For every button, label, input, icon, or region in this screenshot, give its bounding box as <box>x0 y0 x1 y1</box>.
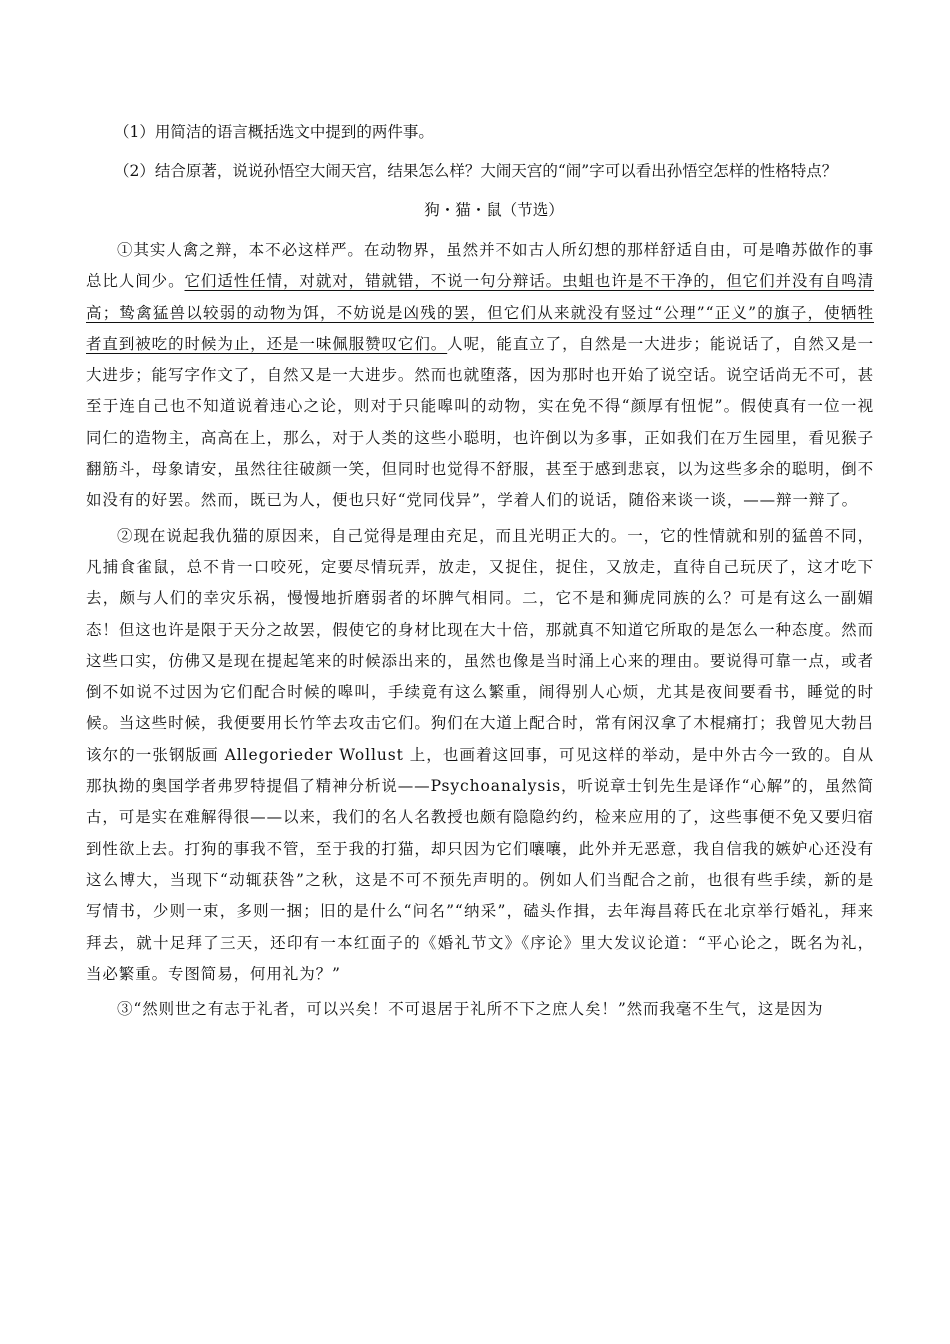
paragraph-1 <box>86 235 874 517</box>
paragraph-1-text-b: 人呢，能直立了，自然是一大进步；能说话了，自然又是一大进步；能写字作文了，自然又是一大进步。然而也就堕落，因为那时也开始了说空话。说空话尚无不可，甚至于连自己也不知道说着违心之论，则对于只能嗥叫的动物，实在免不得“颜厚有忸怩”。假使真有一位一视同仁的造物主，高高在上，那么，对于人类的这些小聪明，也许倒以为多事，正如我们在万生园里，看见猴子翻筋斗，母象请安，虽然往往破颜一笑，但同时也觉得不舒服，甚至于感到悲哀，以为这些多余的聪明，倒不如没有的好罢。然而，既已为人，便也只好“党同伐异”，学着人们的说话，随俗来谈一谈，——辩一辩了。 <box>86 334 874 510</box>
underlined-sentence: 它们适性任情，对就对，错就错，不说一句分辩话。虫蛆也许是不干净的，但它们并没有自鸣清高；鸷禽猛兽以较弱的动物为饵，不妨说是凶残的罢，但它们从来就没有竖过“公理”“正义”的旗子，使牺牲者直到被吃的时候为止，还是一味佩服赞叹它们。 <box>86 272 875 353</box>
question-2: （2）结合原著，说说孙悟空大闹天宫，结果怎么样？大闹天宫的“闹”字可以看出孙悟空怎样的性格特点？ <box>114 162 838 180</box>
question-1: （1）用简洁的语言概括选文中提到的两件事。 <box>114 123 434 141</box>
paragraph-2: ②现在说起我仇猫的原因来，自己觉得是理由充足，而且光明正大的。一，它的性情就和别的猛兽不同，凡捕食雀鼠，总不肯一口咬死，定要尽情玩弄，放走，又捉住，捉住，又放走，直待自己玩厌了，这才吃下去，颇与人们的幸灾乐祸，慢慢地折磨弱者的坏脾气相同。二，它不是和狮虎同族的么？可是有这么一副媚态！但这也许是限于天分之故罢，假使它的身材比现在大十倍，那就真不知道它所取的是怎么一种态度。然而这些口实，仿佛又是现在提起笔来的时候添出来的，虽然也像是当时涌上心来的理由。要说得可靠一点，或者倒不如说不过因为它们配合时候的嗥叫，手续竟有这么繁重，闹得别人心烦，尤其是夜间要看书，睡觉的时候。当这些时候，我便要用长竹竿去攻击它们。狗们在大道上配合时，常有闲汉拿了木棍痛打；我曾见大勃吕该尔的一张钢版画 Allegorieder Wollust 上，也画着这回事，可见这样的举动，是中外古今一致的。自从那执拗的奥国学者弗罗特提倡了精神分析说——Psychoanalysis，听说章士钊先生是译作“心解”的，虽然简古，可是实在难解得很——以来，我们的名人名教授也颇有隐隐约约，检来应用的了，这些事便不免又要归宿到性欲上去。打狗的事我不管，至于我的打猫，却只因为它们嚷嚷，此外并无恶意，我自信我的嫉妒心还没有这么博大，当现下“动辄获咎”之秋，这是不可不预先声明的。例如人们当配合之前，也很有些手续，新的是写情书，少则一束，多则一捆；旧的是什么“问名”“纳采”，磕头作揖，去年海昌蒋氏在北京举行婚礼，拜来拜去，就十足拜了三天，还印有一本红面子的《婚礼节文》《序论》里大发议论道：“平心论之，既名为礼，当必繁重。专图简易，何用礼为？” <box>86 526 874 983</box>
paragraph-3: ③“然则世之有志于礼者，可以兴矣！不可退居于礼所不下之庶人矣！”然而我毫不生气，这是因为 <box>117 1000 824 1019</box>
paragraph-1-text-a: ①其实人禽之辩，本不必这样严。在动物界，虽然并不如古人所幻想的那样舒适自由，可是噜苏做作的事总比人间少。 <box>86 241 874 291</box>
passage-title: 狗・猫・鼠（节选） <box>424 201 564 219</box>
